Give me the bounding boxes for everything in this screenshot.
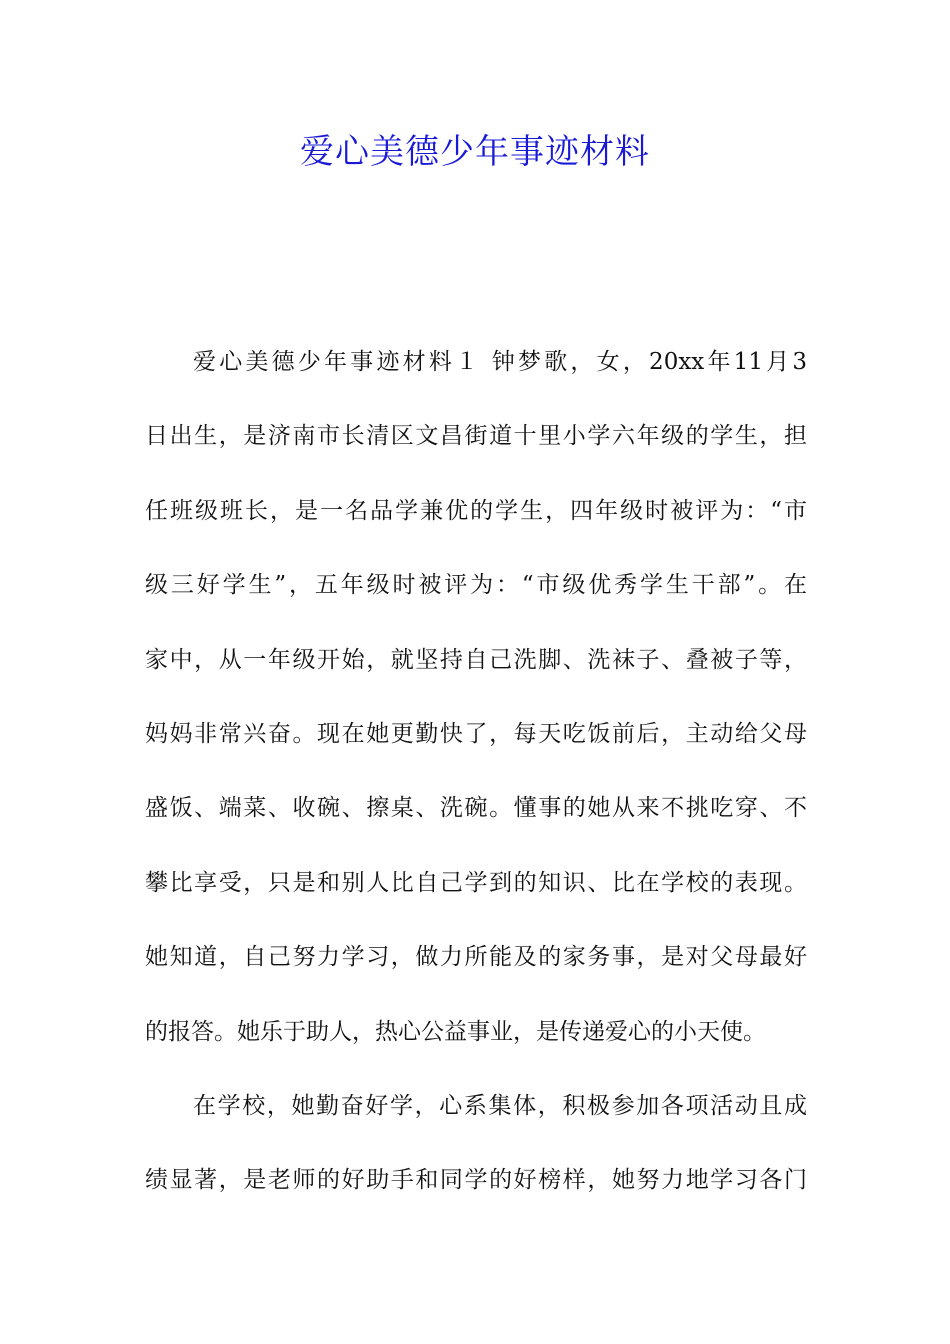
document-title: 爱心美德少年事迹材料 (300, 132, 650, 172)
paragraph-line: 绩显著，是老师的好助手和同学的好榜样，她努力地学习各门 (145, 1167, 807, 1194)
paragraph-line: 家中，从一年级开始，就坚持自己洗脚、洗袜子、叠被子等， (145, 646, 807, 673)
paragraph-line: 攀比享受，只是和别人比自己学到的知识、比在学校的表现。 (145, 869, 807, 896)
paragraph-line: 级三好学生”，五年级时被评为：“市级优秀学生干部”。在 (145, 572, 807, 599)
paragraph-line: 爱心美德少年事迹材料１ 钟梦歌，女，20xx年11月3 (193, 349, 807, 375)
paragraph-line: 的报答。她乐于助人，热心公益事业，是传递爱心的小天使。 (145, 1018, 766, 1045)
paragraph-line: 盛饭、端菜、收碗、擦桌、洗碗。懂事的她从来不挑吃穿、不 (145, 795, 807, 822)
paragraph-line: 妈妈非常兴奋。现在她更勤快了，每天吃饭前后，主动给父母 (145, 720, 807, 747)
document-body (145, 338, 807, 1231)
paragraph-line: 日出生，是济南市长清区文昌街道十里小学六年级的学生，担 (145, 423, 807, 450)
paragraph-line: 任班级班长，是一名品学兼优的学生，四年级时被评为：“市 (145, 497, 807, 524)
paragraph-line: 在学校，她勤奋好学，心系集体，积极参加各项活动且成 (193, 1092, 807, 1119)
paragraph-line: 她知道，自己努力学习，做力所能及的家务事，是对父母最好 (145, 944, 807, 971)
